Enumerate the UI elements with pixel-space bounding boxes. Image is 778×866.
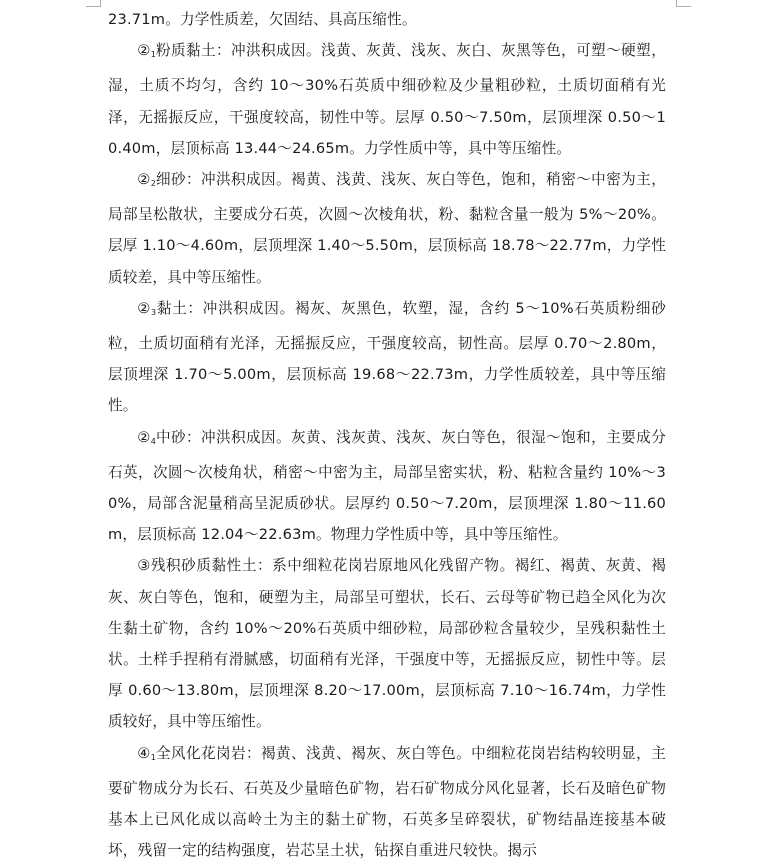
paragraph-text: 粉质黏土：冲洪积成因。浅黄、灰黄、浅灰、灰白、灰黑等色，可塑～硬塑，湿，土质不均匀，含约 10～30%石英质中细砂粒及少量粗砂粒，土质切面稍有光泽，无摇振反应，干强度较高，韧性中等。层厚 0.50～7.50m，层顶埋深 0.50～10.40m，层顶标高 13.44～24.65m。力学性质中等，具中等压缩性。	[108, 42, 666, 157]
layer-subscript: 1	[150, 50, 156, 60]
paragraph-text: 23.71m。力学性质差，欠固结、具高压缩性。	[108, 11, 417, 28]
layer-marker: ②	[137, 42, 151, 60]
layer-marker: ④	[137, 744, 151, 762]
paragraph-text: 中砂：冲洪积成因。灰黄、浅灰黄、浅灰、灰白等色，很湿～饱和，主要成分石英，次圆～次棱角状，稍密～中密为主，局部呈密实状，粉、粘粒含量约 10%～30%，局部含泥量稍高呈泥质砂状。层厚约 0.50～7.20m，层顶埋深 1.80～11.60m，层顶标高 12.04～22.63m。物理力学性质中等，具中等压缩性。	[108, 428, 666, 544]
layer-subscript: 1	[150, 752, 156, 762]
paragraph-text: 黏土：冲洪积成因。褐灰、灰黑色，软塑，湿，含约 5～10%石英质粉细砂粒，土质切面稍有光泽，无摇振反应，干强度较高，韧性高。层厚 0.70～2.80m，层顶埋深 1.70～5.00m，层顶标高 19.68～22.73m，力学性质较差，具中等压缩性。	[108, 299, 666, 415]
layer-subscript: 2	[150, 179, 156, 189]
layer-subscript: 3	[151, 307, 157, 317]
paragraph-residual-soil	[108, 550, 666, 737]
paragraph-text: 残积砂质黏性土：系中细粒花岗岩原地风化残留产物。褐红、褐黄、灰黄、褐灰、灰白等色，饱和，硬塑为主，局部呈可塑状，长石、云母等矿物已趋全风化为次生黏土矿物，含约 10%～20%石英质中细砂粒，局部砂粒含量较少，呈残积黏性土状。土样手捏稍有滑腻感，切面稍有光泽，干强度中等，无摇振反应，韧性中等。层厚 0.60～13.80m，层顶埋深 8.20～17.00m，层顶标高 7.10～16.74m，力学性质较好，具中等压缩性。	[108, 557, 666, 731]
layer-subscript: 4	[150, 436, 156, 446]
paragraph-fine-sand	[108, 164, 666, 293]
paragraph-silty-clay	[108, 35, 666, 164]
paragraph-text: 全风化花岗岩：褐黄、浅黄、褐灰、灰白等色。中细粒花岗岩结构较明显，主要矿物成分为长石、石英及少量暗色矿物，岩石矿物成分风化显著，长石及暗色矿物基本上已风化成以高岭土为主的黏土矿物，石英多呈碎裂状，矿物结晶连接基本破坏，残留一定的结构强度，岩芯呈土状，钻探自重进尺较快。揭示	[108, 744, 666, 860]
page-corner-mark-right	[676, 0, 691, 7]
paragraph-clay	[108, 293, 666, 422]
page-corner-mark-left	[86, 0, 101, 7]
layer-marker: ②	[137, 299, 152, 317]
layer-marker: ②	[137, 428, 151, 446]
layer-marker: ③	[137, 557, 151, 575]
paragraph-text: 细砂：冲洪积成因。褐黄、浅黄、浅灰、灰白等色，饱和，稍密～中密为主，局部呈松散状，主要成分石英，次圆～次棱角状，粉、黏粒含量一般为 5%～20%。层厚 1.10～4.60m，层顶埋深 1.40～5.50m，层顶标高 18.78～22.77m，力学性质较差，具中等压缩性。	[108, 171, 666, 286]
paragraph-medium-sand	[108, 422, 666, 551]
layer-marker: ②	[137, 171, 151, 189]
paragraph-continuation	[108, 4, 666, 35]
document-body	[108, 4, 666, 866]
